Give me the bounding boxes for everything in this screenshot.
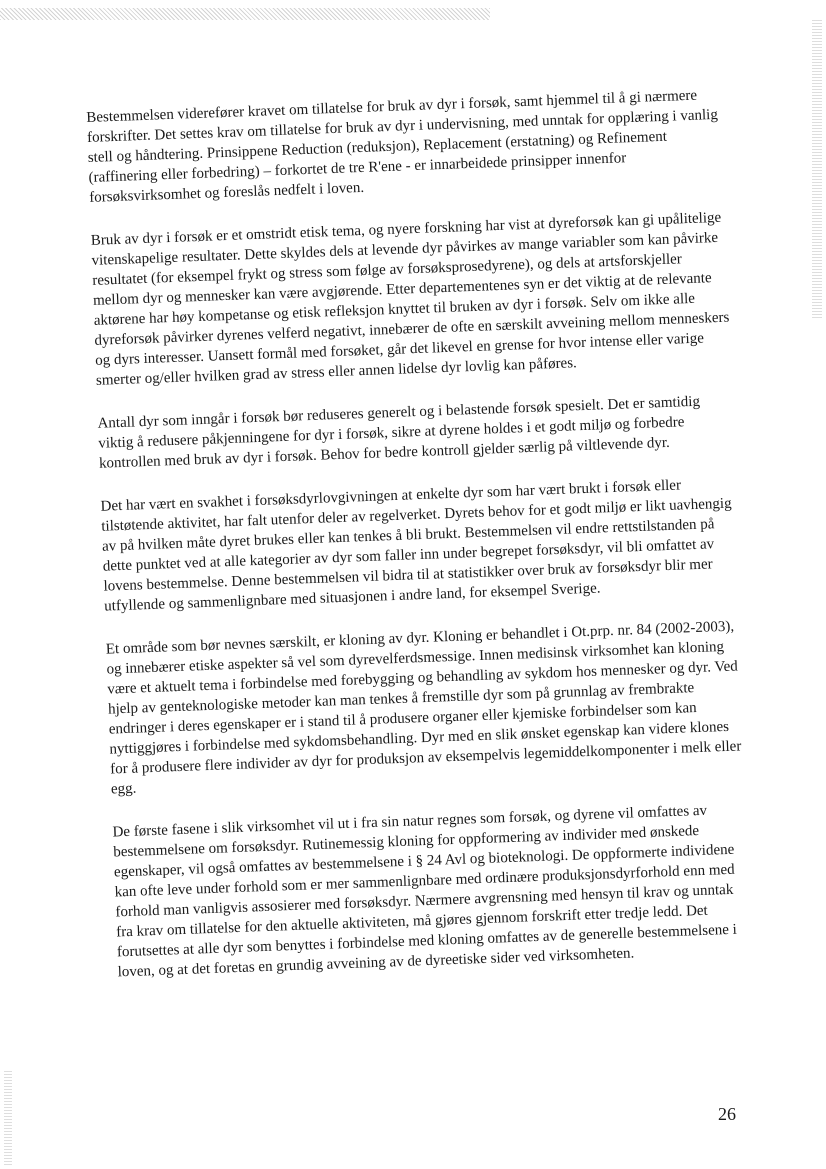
- paragraph-2: Bruk av dyr i forsøk er et omstridt etisk tema, og nyere forskning har vist at dyreforsøk kan gi upålitelige vitenskapelige resultater. Dette skyldes dels at levende dyr påvirkes av mange variabler som kan påvirke resultatet (for eksempel frykt og stress som følge av forsøksprosedyrene), og dels at artsforskjeller mellom dyr og mennesker kan være avgjørende. Etter departementenes syn er det viktig at de relevante aktørene har høy kompetanse og etisk refleksjon knyttet til bruken av dyr i forsøk. Selv om ikke alle dyreforsøk påvirker dyrenes velferd negativt, innebærer de ofte en særskilt avveining mellom menneskers og dyrs interesser. Uansett formål med forsøket, går det likevel en grense for hvor intense eller varige smerter og/eller hvilken grad av stress eller annen lidelse dyr lovlig kan påføres.: [90, 209, 730, 389]
- paragraph-3: Antall dyr som inngår i forsøk bør reduseres generelt og i belastende forsøk spesielt. Det er samtidig viktig å redusere påkjenningene for dyr i forsøk, sikre at dyrene holdes i et godt miljø og forbedre kontrollen med bruk av dyr i forsøk. Behov for bedre kontroll gjelder særlig på viltlevende dyr.: [97, 393, 701, 472]
- scan-artifact-right: [812, 18, 822, 318]
- paragraph-6: De første fasene i slik virksomhet vil ut i fra sin natur regnes som forsøk, og dyrene vil omfattes av bestemmelsene om forsøksdyr. Rutinemessig kloning for oppformering av individer med ønskede egenskaper, vil også omfattes av bestemmelsene i § 24 Avl og bioteknologi. De oppformerte individene kan ofte leve under forhold som er mer sammenlignbare med ordinære produksjonsdyrforhold enn med forhold man vanligvis assosierer med forsøksdyr. Nærmere avgrensning med hensyn til krav og unntak fra krav om tillatelse for den aktuelle aktiviteten, må gjøres gjennom forskrift etter tredje ledd. Det forutsettes at alle dyr som benyttes i forbindelse med kloning omfattes av de generelle bestemmelsene i loven, og at det foretas en grundig avveining av de dyreetiske sider ved virksomheten.: [112, 802, 738, 981]
- page-number: 26: [718, 1104, 736, 1124]
- scan-artifact-left: [4, 1070, 12, 1165]
- paragraph-5: Et område som bør nevnes særskilt, er kloning av dyr. Kloning er behandlet i Ot.prp. nr. 84 (2002-2003), og innebærer etiske aspekter så vel som dyrevelferdsmessige. Innen medisinsk virksomhet kan kloning være et aktuelt tema i forbindelse med forebygging og behandling av sykdom hos mennesker og dyr. Ved hjelp av genteknologiske metoder kan man tenkes å fremstille dyr som på grunnlag av frembrakte endringer i deres egenskaper er i stand til å produsere organer eller kjemiske forbindelser som kan nyttiggjøres i forbindelse med sykdomsbehandling. Dyr med en slik ønsket egenskap kan videre klones for å produsere flere individer av dyr for produksjon av eksempelvis legemiddelkomponenter i melk eller egg.: [105, 618, 742, 798]
- paragraph-1: Bestemmelsen viderefører kravet om tillatelse for bruk av dyr i forsøk, samt hjemmel til å gi nærmere forskrifter. Det settes krav om tillatelse for bruk av dyr i undervisning, med unntak for opplæring i vanlig stell og håndtering. Prinsippene Reduction (reduksjon), Replacement (erstatning) og Refinement (raffinering eller forbedring) – forkortet de tre R'ene - er innarbeidede prinsipper innenfor forsøksvirksomhet og foreslås nedfelt i loven.: [86, 87, 719, 206]
- scan-artifact-top: [0, 8, 490, 20]
- document-body: [86, 85, 756, 1006]
- paragraph-4: Det har vært en svakhet i forsøksdyrlovgivningen at enkelte dyr som har vært brukt i forsøk eller tilstøtende aktivitet, har falt utenfor deler av regelverket. Dyrets behov for et godt miljø er likt uavhengig av på hvilken måte dyret brukes eller kan tenkes å bli brukt. Bestemmelsen vil endre rettstilstanden på dette punktet ved at alle kategorier av dyr som faller inn under begrepet forsøksdyr, vil bli omfattet av lovens bestemmelse. Denne bestemmelsen vil bidra til at statistikker over bruk av forsøksdyr blir mer utfyllende og sammenlignbare med situasjonen i andre land, for eksempel Sverige.: [100, 477, 732, 615]
